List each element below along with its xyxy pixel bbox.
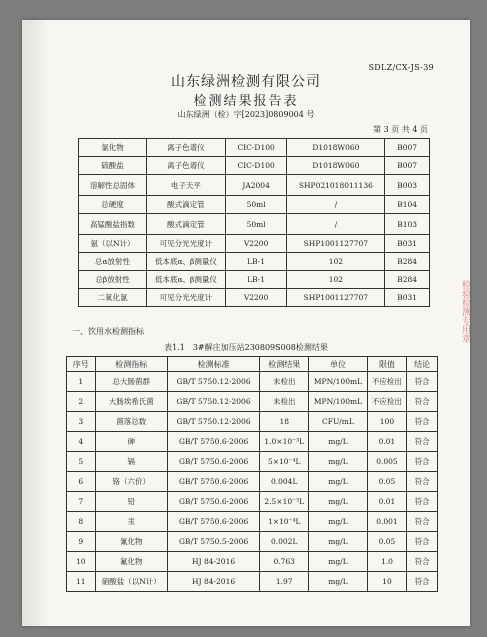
result-conclusion: 符合 <box>407 372 438 392</box>
column-header: 检测指标 <box>95 357 167 372</box>
instrument-item: 氯化物 <box>79 139 147 157</box>
report-page <box>22 20 470 626</box>
result-item: 大肠埃希氏菌 <box>95 392 167 412</box>
column-header: 检测结果 <box>260 357 309 372</box>
result-item: 氟化物 <box>95 552 167 572</box>
result-value: 5×10⁻⁴L <box>260 452 309 472</box>
result-limit: 0.001 <box>367 512 407 532</box>
results-table <box>66 356 438 592</box>
table-row <box>67 432 438 452</box>
instrument-id: B031 <box>385 235 430 253</box>
result-limit: 0.01 <box>367 492 407 512</box>
table-row <box>67 492 438 512</box>
table-row <box>79 271 430 289</box>
section-title: 一、饮用水检测指标 <box>72 327 144 336</box>
table-header-row <box>67 357 438 372</box>
result-standard: GB/T 5750.6-2006 <box>167 512 259 532</box>
result-standard: GB/T 5750.5-2006 <box>167 532 259 552</box>
result-conclusion: 符合 <box>407 472 438 492</box>
table-row <box>67 512 438 532</box>
result-standard: GB/T 5750.6-2006 <box>167 432 259 452</box>
result-value: 1.0×10⁻³L <box>260 432 309 452</box>
instrument-model: V2200 <box>225 235 287 253</box>
stamp-text: 检验检测专用章 <box>460 279 470 343</box>
result-unit: mg/L <box>309 492 367 512</box>
result-value: 2.5×10⁻³L <box>260 492 309 512</box>
column-header: 序号 <box>67 357 96 372</box>
instrument-model: V2200 <box>225 289 287 307</box>
instrument-item: 硫酸盐 <box>79 157 147 175</box>
result-unit: CFU/mL <box>309 412 367 432</box>
table-row <box>67 552 438 572</box>
result-limit: 0.01 <box>367 432 407 452</box>
result-no: 1 <box>67 372 96 392</box>
result-conclusion: 符合 <box>407 392 438 412</box>
table-caption: 表1.1 3#解庄加压站230809S008检测结果 <box>164 343 328 352</box>
instrument-model: CIC-D100 <box>225 139 287 157</box>
table-row <box>79 175 430 196</box>
table-row <box>79 289 430 307</box>
result-item: 硝酸盐（以N计） <box>95 572 167 592</box>
table-row <box>79 235 430 253</box>
result-no: 2 <box>67 392 96 412</box>
result-value: 18 <box>260 412 309 432</box>
instrument-item: 高锰酸盐指数 <box>79 214 147 235</box>
result-conclusion: 符合 <box>407 412 438 432</box>
result-conclusion: 符合 <box>407 492 438 512</box>
result-no: 7 <box>67 492 96 512</box>
instrument-model: 50ml <box>225 214 287 235</box>
result-standard: GB/T 5750.12-2006 <box>167 412 259 432</box>
instrument-model: 50ml <box>225 196 287 214</box>
result-value: 0.763 <box>260 552 309 572</box>
instrument-id: B284 <box>385 253 430 271</box>
instrument-id: B031 <box>385 289 430 307</box>
report-title: 检测结果报告表 <box>193 94 299 109</box>
result-no: 5 <box>67 452 96 472</box>
result-no: 11 <box>67 572 96 592</box>
result-limit: 10 <box>367 572 407 592</box>
instrument-item: 总硬度 <box>79 196 147 214</box>
instrument-item: 二氧化氯 <box>79 289 147 307</box>
column-header: 单位 <box>309 357 367 372</box>
instrument-table <box>78 138 430 307</box>
result-item: 总大肠菌群 <box>95 372 167 392</box>
result-conclusion: 符合 <box>407 532 438 552</box>
result-unit: mg/L <box>309 452 367 472</box>
result-item: 铬（六价） <box>95 472 167 492</box>
table-row <box>79 253 430 271</box>
table-row <box>67 412 438 432</box>
result-limit: 不应检出 <box>367 372 407 392</box>
result-conclusion: 符合 <box>407 432 438 452</box>
instrument-method: 离子色谱仪 <box>147 157 226 175</box>
result-limit: 不应检出 <box>367 392 407 412</box>
result-no: 10 <box>67 552 96 572</box>
result-no: 3 <box>67 412 96 432</box>
result-conclusion: 符合 <box>407 572 438 592</box>
instrument-method: 酸式滴定管 <box>147 196 226 214</box>
instrument-model: CIC-D100 <box>225 157 287 175</box>
column-header: 结论 <box>407 357 438 372</box>
result-item: 汞 <box>95 512 167 532</box>
result-unit: mg/L <box>309 552 367 572</box>
result-value: 1×10⁻⁴L <box>260 512 309 532</box>
instrument-id: B003 <box>385 175 430 196</box>
result-unit: MPN/100mL <box>309 372 367 392</box>
result-limit: 100 <box>367 412 407 432</box>
result-item: 菌落总数 <box>95 412 167 432</box>
instrument-serial: D1018W060 <box>287 139 385 157</box>
table-row <box>67 572 438 592</box>
result-value: 未检出 <box>260 372 309 392</box>
table-row <box>79 196 430 214</box>
instrument-id: B104 <box>385 196 430 214</box>
result-limit: 0.05 <box>367 532 407 552</box>
instrument-method: 酸式滴定管 <box>147 214 226 235</box>
instrument-serial: / <box>287 214 385 235</box>
table-row <box>79 157 430 175</box>
result-value: 0.004L <box>260 472 309 492</box>
document-number: SDLZ/CX-JS-39 <box>368 63 434 72</box>
instrument-id: B007 <box>385 157 430 175</box>
result-conclusion: 符合 <box>407 512 438 532</box>
result-conclusion: 符合 <box>407 552 438 572</box>
result-conclusion: 符合 <box>407 452 438 472</box>
result-no: 6 <box>67 472 96 492</box>
result-unit: mg/L <box>309 512 367 532</box>
instrument-serial: / <box>287 196 385 214</box>
result-unit: mg/L <box>309 572 367 592</box>
result-limit: 1.0 <box>367 552 407 572</box>
result-standard: GB/T 5750.6-2006 <box>167 472 259 492</box>
result-unit: mg/L <box>309 432 367 452</box>
page-indicator: 第 3 页 共 4 页 <box>373 125 428 134</box>
table-row <box>67 452 438 472</box>
result-standard: HJ 84-2016 <box>167 552 259 572</box>
table-row <box>79 214 430 235</box>
instrument-serial: D1018W060 <box>287 157 385 175</box>
instrument-serial: SHP021018011136 <box>287 175 385 196</box>
instrument-serial: SHP1001127707 <box>287 235 385 253</box>
instrument-item: 总β放射性 <box>79 271 147 289</box>
instrument-item: 总α放射性 <box>79 253 147 271</box>
result-standard: GB/T 5750.12-2006 <box>167 372 259 392</box>
result-no: 9 <box>67 532 96 552</box>
result-value: 1.97 <box>260 572 309 592</box>
instrument-item: 溶解性总固体 <box>79 175 147 196</box>
table-row <box>67 392 438 412</box>
result-standard: GB/T 5750.6-2006 <box>167 452 259 472</box>
instrument-serial: SHP1001127707 <box>287 289 385 307</box>
instrument-method: 低本底α、β测量仪 <box>147 271 226 289</box>
report-reference: 山东绿洲（检）字[2023]0809004 号 <box>177 110 315 119</box>
instrument-serial: 102 <box>287 271 385 289</box>
result-no: 8 <box>67 512 96 532</box>
instrument-model: LB-1 <box>225 271 287 289</box>
result-standard: GB/T 5750.6-2006 <box>167 492 259 512</box>
result-item: 氰化物 <box>95 532 167 552</box>
result-item: 铅 <box>95 492 167 512</box>
result-limit: 0.05 <box>367 472 407 492</box>
result-limit: 0.005 <box>367 452 407 472</box>
result-unit: mg/L <box>309 472 367 492</box>
table-row <box>67 472 438 492</box>
instrument-item: 氨（以N计） <box>79 235 147 253</box>
result-unit: mg/L <box>309 532 367 552</box>
result-unit: MPN/100mL <box>309 392 367 412</box>
instrument-model: LB-1 <box>225 253 287 271</box>
result-standard: HJ 84-2016 <box>167 572 259 592</box>
result-standard: GB/T 5750.12-2006 <box>167 392 259 412</box>
instrument-method: 电子天平 <box>147 175 226 196</box>
instrument-method: 离子色谱仪 <box>147 139 226 157</box>
table-row <box>79 139 430 157</box>
result-item: 砷 <box>95 432 167 452</box>
instrument-id: B284 <box>385 271 430 289</box>
result-no: 4 <box>67 432 96 452</box>
instrument-id: B007 <box>385 139 430 157</box>
instrument-method: 低本底α、β测量仪 <box>147 253 226 271</box>
result-value: 未检出 <box>260 392 309 412</box>
column-header: 限值 <box>367 357 407 372</box>
table-row <box>67 532 438 552</box>
result-value: 0.002L <box>260 532 309 552</box>
table-row <box>67 372 438 392</box>
instrument-model: JA2004 <box>225 175 287 196</box>
instrument-serial: 102 <box>287 253 385 271</box>
company-name: 山东绿洲检测有限公司 <box>171 74 321 90</box>
column-header: 检测标准 <box>167 357 259 372</box>
instrument-id: B103 <box>385 214 430 235</box>
instrument-method: 可见分光光度计 <box>147 289 226 307</box>
result-item: 镉 <box>95 452 167 472</box>
instrument-method: 可见分光光度计 <box>147 235 226 253</box>
